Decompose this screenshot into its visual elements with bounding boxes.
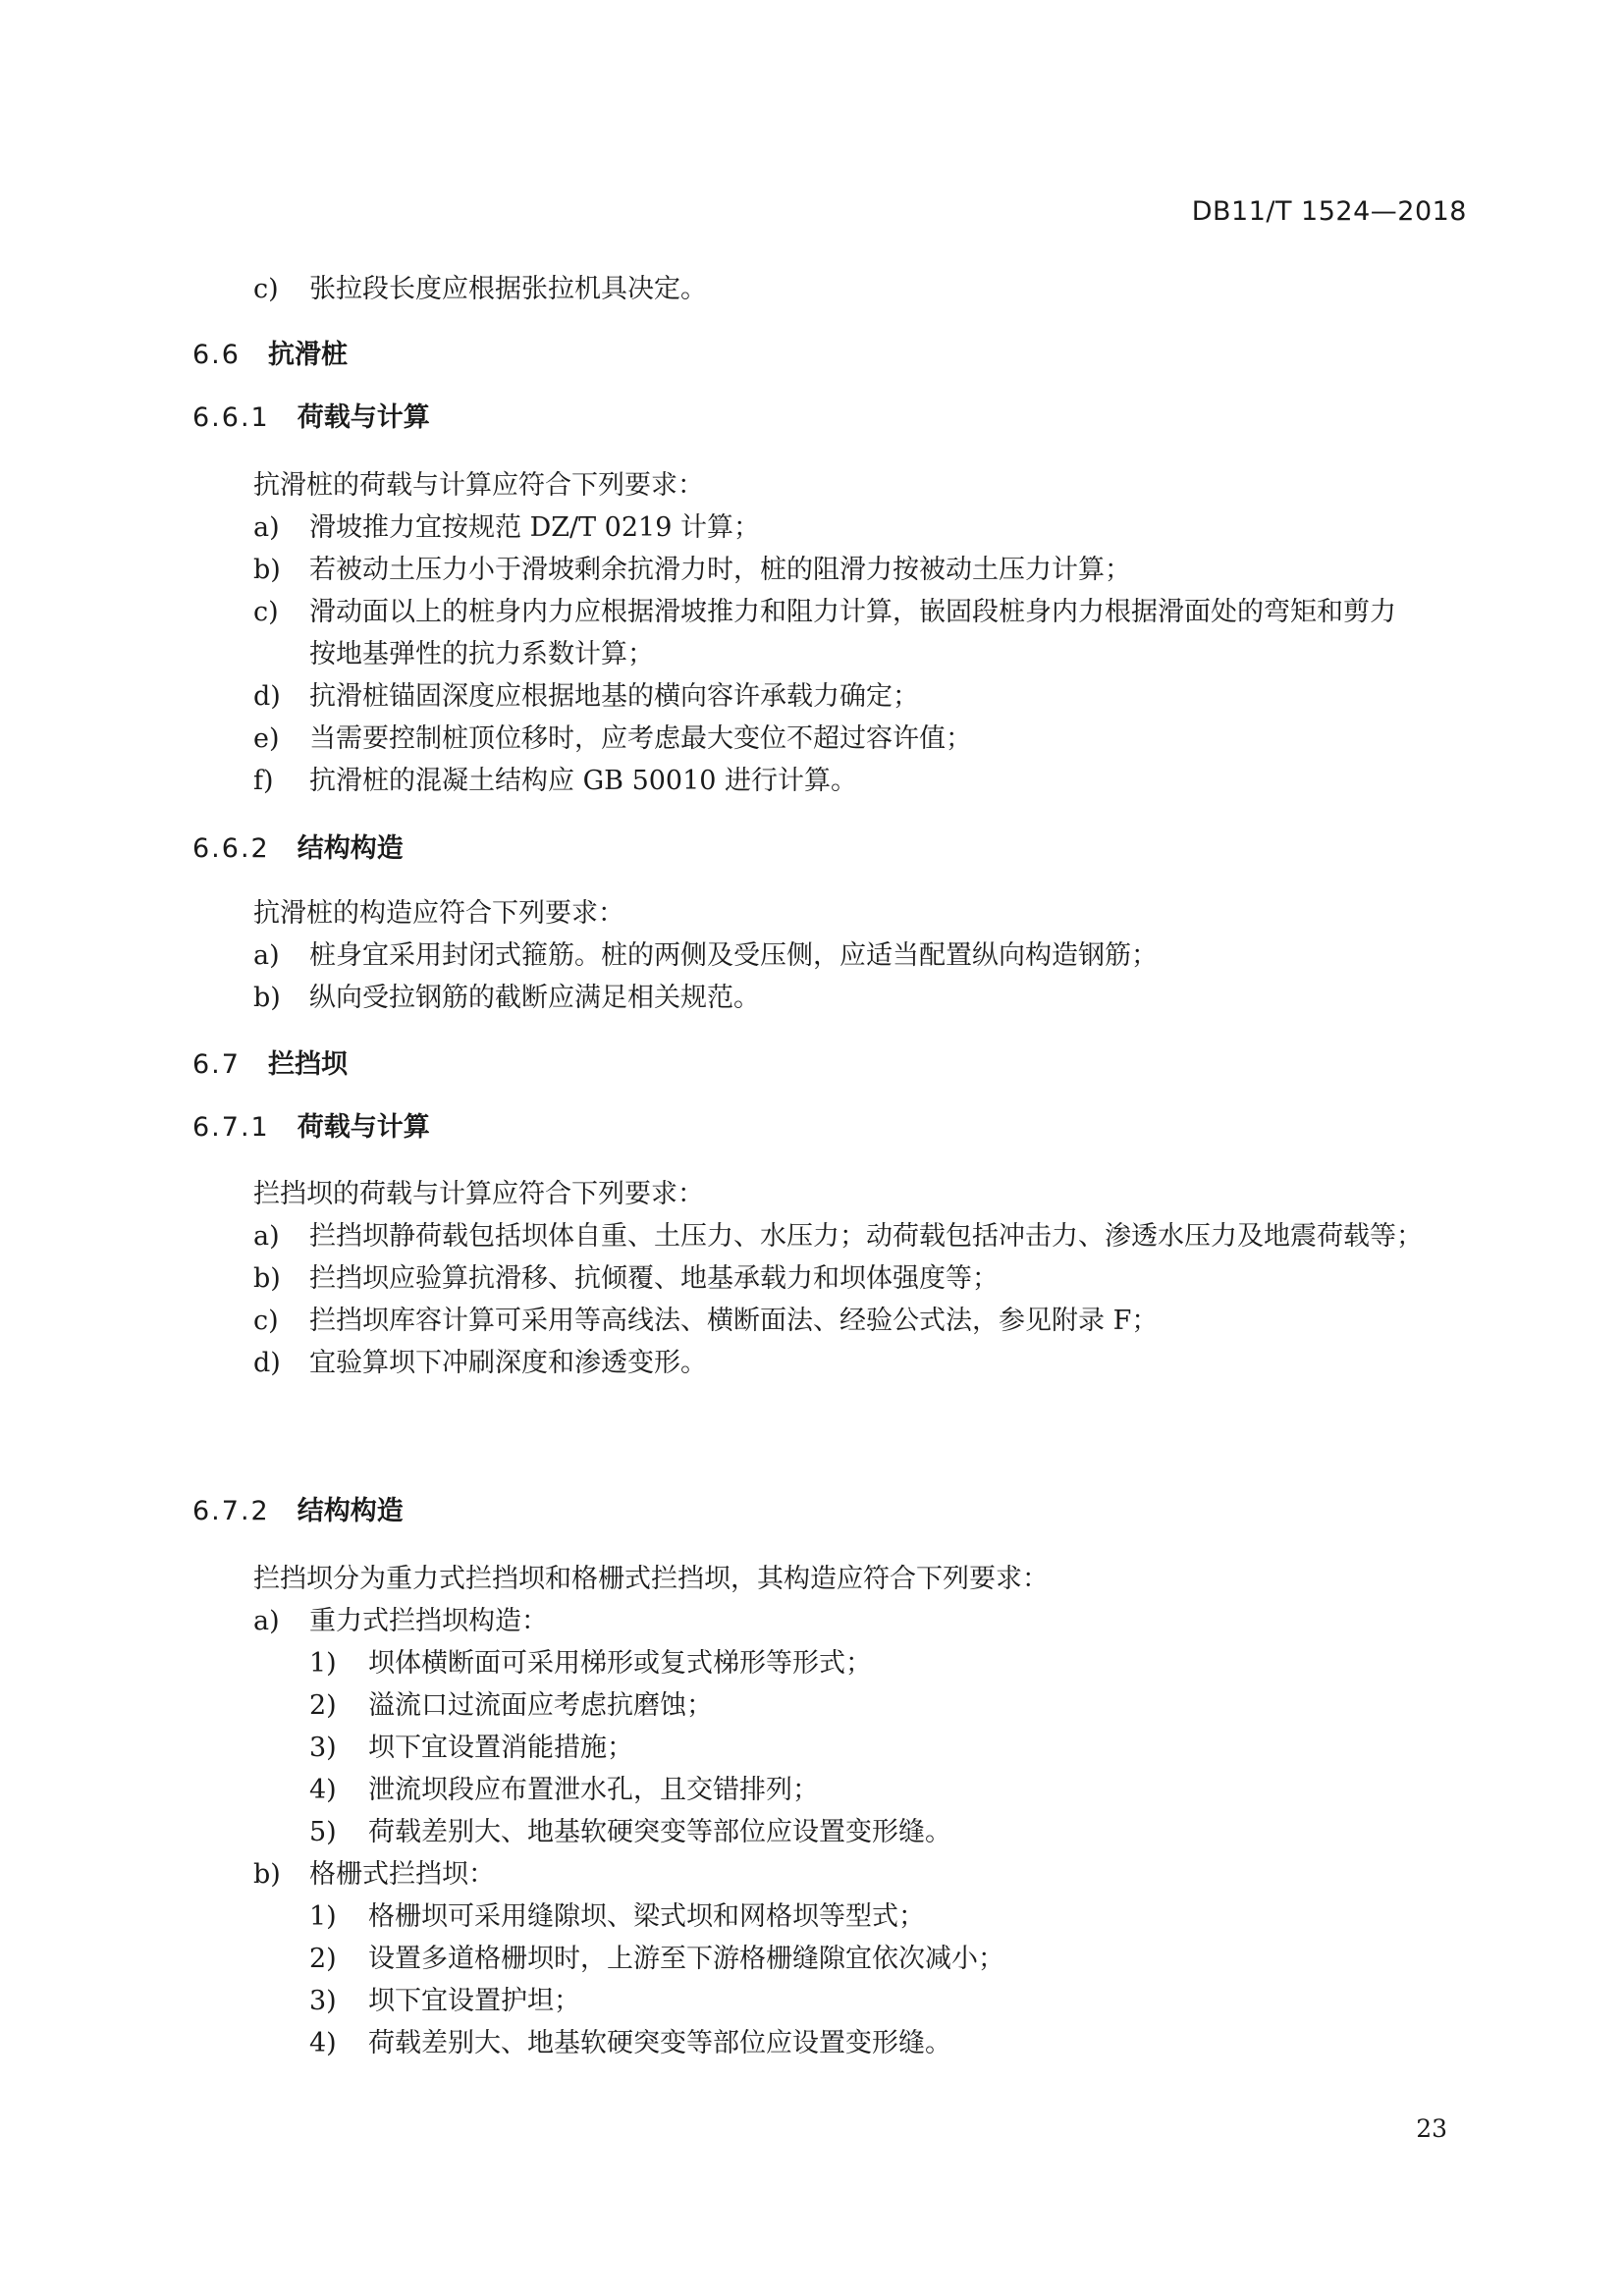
section-title: 荷载与计算 xyxy=(297,402,430,433)
sub-item-text: 泄流坝段应布置泄水孔，且交错排列； xyxy=(368,1775,819,1805)
item-label: b) xyxy=(253,555,281,585)
item-label: a) xyxy=(253,512,280,543)
sub-item-text: 坝下宜设置护坦； xyxy=(368,1986,580,2016)
sub-list-item xyxy=(309,1895,925,1933)
section-number: 6.6.2 xyxy=(192,833,270,864)
list-item xyxy=(253,674,919,713)
sub-list-item xyxy=(309,1768,819,1806)
item-label: a) xyxy=(253,940,280,971)
item-text: 抗滑桩的混凝土结构应 GB 50010 进行计算。 xyxy=(309,766,858,796)
sub-item-text: 荷载差别大、地基软硬突变等部位应设置变形缝。 xyxy=(368,2028,951,2058)
item-text: 拦挡坝静荷载包括坝体自重、土压力、水压力；动荷载包括冲击力、渗透水压力及地震荷载等； xyxy=(309,1221,1423,1252)
list-item xyxy=(253,1599,548,1637)
item-text: 若被动土压力小于滑坡剩余抗滑力时，桩的阻滑力按被动土压力计算； xyxy=(309,555,1131,585)
paragraph: 抗滑桩的荷载与计算应符合下列要求： xyxy=(253,470,704,501)
subsection-heading xyxy=(192,1105,430,1144)
item-label: c) xyxy=(253,274,279,304)
item-text: 拦挡坝库容计算可采用等高线法、横断面法、经验公式法，参见附录 F； xyxy=(309,1306,1159,1336)
paragraph: 拦挡坝分为重力式拦挡坝和格栅式拦挡坝，其构造应符合下列要求： xyxy=(253,1564,1049,1594)
item-label: b) xyxy=(253,1859,281,1890)
sub-list-item xyxy=(309,1683,713,1722)
list-item xyxy=(253,267,707,305)
sub-item-text: 设置多道格栅坝时，上游至下游格栅缝隙宜依次减小； xyxy=(368,1944,1004,1974)
item-text: 张拉段长度应根据张拉机具决定。 xyxy=(309,274,707,304)
sub-item-text: 坝下宜设置消能措施； xyxy=(368,1733,633,1763)
subsection-heading xyxy=(192,827,404,865)
sub-item-label: 4) xyxy=(309,2028,337,2058)
sub-list-item xyxy=(309,1726,633,1764)
item-text: 滑坡推力宜按规范 DZ/T 0219 计算； xyxy=(309,512,760,543)
item-label: a) xyxy=(253,1606,280,1636)
list-item xyxy=(253,548,1131,586)
section-number: 6.6 xyxy=(192,340,241,370)
item-text: 重力式拦挡坝构造： xyxy=(309,1606,548,1636)
section-title: 结构构造 xyxy=(297,1496,404,1526)
item-text: 宜验算坝下冲刷深度和渗透变形。 xyxy=(309,1348,707,1378)
section-heading xyxy=(192,1042,348,1081)
item-label: a) xyxy=(253,1221,280,1252)
list-item xyxy=(253,1341,707,1379)
list-item xyxy=(253,759,857,797)
section-heading xyxy=(192,333,348,371)
sub-list-item xyxy=(309,2021,951,2059)
section-title: 结构构造 xyxy=(297,833,404,864)
item-label: c) xyxy=(253,1306,279,1336)
section-number: 6.7.1 xyxy=(192,1112,270,1143)
list-item xyxy=(253,717,972,755)
list-item xyxy=(253,934,1158,972)
section-number: 6.7.2 xyxy=(192,1496,270,1526)
sub-list-item xyxy=(309,1979,580,2017)
section-title: 拦挡坝 xyxy=(267,1049,348,1080)
paragraph: 抗滑桩的构造应符合下列要求： xyxy=(253,898,624,929)
item-continuation: 按地基弹性的抗力系数计算； xyxy=(309,639,654,669)
sub-item-text: 荷载差别大、地基软硬突变等部位应设置变形缝。 xyxy=(368,1817,951,1847)
item-label: d) xyxy=(253,1348,281,1378)
item-text: 纵向受拉钢筋的截断应满足相关规范。 xyxy=(309,983,760,1013)
sub-item-label: 2) xyxy=(309,1944,337,1974)
sub-item-label: 3) xyxy=(309,1986,337,2016)
sub-item-label: 1) xyxy=(309,1901,337,1932)
sub-item-label: 3) xyxy=(309,1733,337,1763)
section-number: 6.6.1 xyxy=(192,402,270,433)
item-label: d) xyxy=(253,681,281,712)
list-item xyxy=(253,590,1396,628)
item-label: b) xyxy=(253,983,281,1013)
sub-list-item xyxy=(309,1937,1004,1975)
sub-list-item xyxy=(309,1810,951,1848)
item-text: 当需要控制桩顶位移时，应考虑最大变位不超过容许值； xyxy=(309,723,972,754)
sub-list-item xyxy=(309,1641,872,1680)
paragraph: 拦挡坝的荷载与计算应符合下列要求： xyxy=(253,1179,704,1209)
document-code-header: DB11/T 1524—2018 xyxy=(1191,196,1467,227)
section-title: 荷载与计算 xyxy=(297,1112,430,1143)
sub-item-label: 4) xyxy=(309,1775,337,1805)
subsection-heading xyxy=(192,396,430,434)
item-label: f) xyxy=(253,766,274,796)
sub-item-label: 1) xyxy=(309,1648,337,1679)
item-text: 拦挡坝应验算抗滑移、抗倾覆、地基承载力和坝体强度等； xyxy=(309,1263,999,1294)
item-text: 桩身宜采用封闭式箍筋。桩的两侧及受压侧，应适当配置纵向构造钢筋； xyxy=(309,940,1158,971)
sub-item-text: 溢流口过流面应考虑抗磨蚀； xyxy=(368,1690,713,1721)
item-text: 抗滑桩锚固深度应根据地基的横向容许承载力确定； xyxy=(309,681,919,712)
list-item xyxy=(253,1214,1423,1253)
item-label: b) xyxy=(253,1263,281,1294)
section-title: 抗滑桩 xyxy=(267,340,348,370)
list-item xyxy=(253,1299,1158,1337)
list-item xyxy=(253,1852,495,1891)
list-item xyxy=(253,1256,999,1295)
list-item xyxy=(253,976,760,1014)
sub-item-text: 格栅坝可采用缝隙坝、梁式坝和网格坝等型式； xyxy=(368,1901,925,1932)
section-number: 6.7 xyxy=(192,1049,241,1080)
list-item xyxy=(253,506,760,544)
subsection-heading xyxy=(192,1489,404,1527)
sub-item-text: 坝体横断面可采用梯形或复式梯形等形式； xyxy=(368,1648,872,1679)
item-label: c) xyxy=(253,597,279,627)
item-text: 滑动面以上的桩身内力应根据滑坡推力和阻力计算，嵌固段桩身内力根据滑面处的弯矩和剪力 xyxy=(309,597,1396,627)
sub-item-label: 5) xyxy=(309,1817,337,1847)
item-text: 格栅式拦挡坝： xyxy=(309,1859,495,1890)
item-label: e) xyxy=(253,723,280,754)
sub-item-label: 2) xyxy=(309,1690,337,1721)
page-number: 23 xyxy=(1416,2114,1447,2143)
